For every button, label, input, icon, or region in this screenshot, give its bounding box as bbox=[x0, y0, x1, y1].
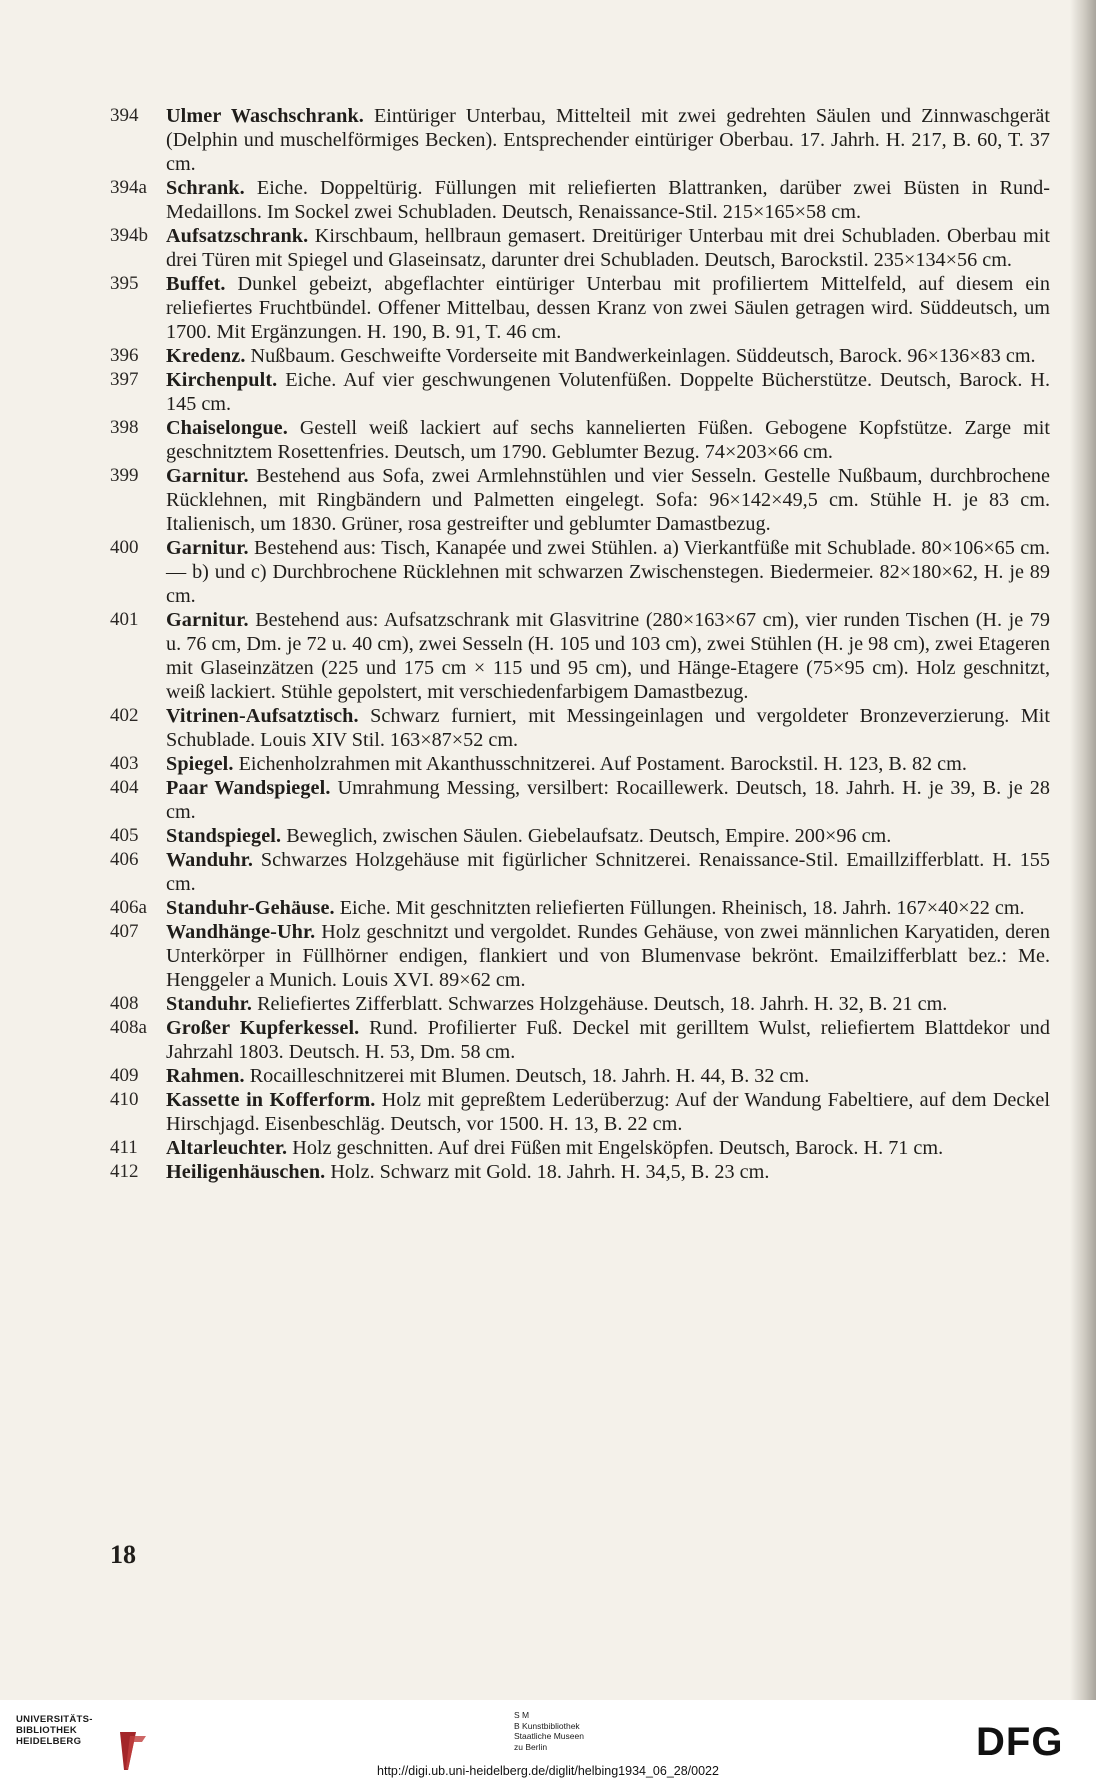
catalog-entry bbox=[110, 1088, 1050, 1136]
lot-text: Holz geschnitzt und vergoldet. Rundes Gehäuse, von zwei männlichen Karyatiden, deren Unterkörper in Füllhörner endigen, flankiert und von Blumenvase bekrönt. Emailzifferblatt bez.: Me. Henggeler a Munich. Louis XVI. 89×62 cm. bbox=[166, 921, 1050, 991]
lot-text: Beweglich, zwischen Säulen. Giebelaufsatz. Deutsch, Empire. 200×96 cm. bbox=[281, 825, 892, 847]
lot-number: 401 bbox=[110, 609, 139, 630]
lot-number: 400 bbox=[110, 537, 139, 558]
lot-title: Kassette in Kofferform. bbox=[166, 1089, 376, 1111]
lot-title: Chaiselongue. bbox=[166, 417, 288, 439]
lot-description bbox=[166, 824, 1050, 848]
lot-number: 411 bbox=[110, 1137, 138, 1158]
lot-description bbox=[166, 848, 1050, 896]
lot-text: Eiche. Doppeltürig. Füllungen mit reliefierten Blattranken, darüber zwei Büsten in Rund-Medaillons. Im Sockel zwei Schubladen. Deutsch, Renaissance-Stil. 215×165×58 cm. bbox=[166, 177, 1050, 223]
lot-description bbox=[166, 752, 1050, 776]
smb-line: S M bbox=[514, 1710, 530, 1720]
lot-number: 398 bbox=[110, 417, 139, 438]
catalog-entry bbox=[110, 368, 1050, 416]
lot-title: Wandhänge-Uhr. bbox=[166, 921, 316, 943]
catalog-entries bbox=[110, 104, 1050, 1184]
lot-title: Aufsatzschrank. bbox=[166, 225, 309, 247]
lot-description bbox=[166, 608, 1050, 704]
lot-title: Schrank. bbox=[166, 177, 245, 199]
lot-description bbox=[166, 1136, 1050, 1160]
lot-number: 395 bbox=[110, 273, 139, 294]
lot-text: Umrahmung Messing, versilbert: Rocaillewerk. Deutsch, 18. Jahrh. H. je 39, B. je 28 cm. bbox=[166, 777, 1050, 823]
lot-text: Holz mit gepreßtem Lederüberzug: Auf der Wandung Fabeltiere, auf dem Deckel Hirschjagd. Eisenbeschläg. Deutsch, vor 1500. H. 13, B. 22 cm. bbox=[166, 1089, 1051, 1135]
lot-title: Standuhr-Gehäuse. bbox=[166, 897, 335, 919]
university-line: HEIDELBERG bbox=[16, 1736, 82, 1747]
catalog-entry bbox=[110, 536, 1050, 608]
lot-text: Rocailleschnitzerei mit Blumen. Deutsch, 18. Jahrh. H. 44, B. 32 cm. bbox=[244, 1065, 810, 1087]
lot-text: Nußbaum. Geschweifte Vorderseite mit Bandwerkeinlagen. Süddeutsch, Barock. 96×136×83 cm. bbox=[245, 345, 1036, 367]
catalog-entry bbox=[110, 608, 1050, 704]
lot-title: Buffet. bbox=[166, 273, 226, 295]
lot-number: 408 bbox=[110, 993, 139, 1014]
lot-number: 403 bbox=[110, 753, 139, 774]
catalog-entry bbox=[110, 704, 1050, 752]
lot-number: 394 bbox=[110, 105, 139, 126]
lot-number: 407 bbox=[110, 921, 139, 942]
lot-title: Paar Wandspiegel. bbox=[166, 777, 331, 799]
lot-title: Rahmen. bbox=[166, 1065, 245, 1087]
lot-description bbox=[166, 776, 1050, 824]
smb-line: B Kunstbibliothek bbox=[514, 1720, 580, 1731]
lot-text: Holz geschnitten. Auf drei Füßen mit Engelsköpfen. Deutsch, Barock. H. 71 cm. bbox=[287, 1137, 944, 1159]
lot-description bbox=[166, 896, 1050, 920]
lot-description bbox=[166, 992, 1050, 1016]
lot-text: Kirschbaum, hellbraun gemasert. Dreitüriger Unterbau mit drei Schubladen. Oberbau mit drei Türen mit Spiegel und Glaseinsatz, darunter drei Schubladen. Deutsch, Barockstil. 235×134×56 cm. bbox=[166, 225, 1050, 271]
lot-number: 406 bbox=[110, 849, 139, 870]
lot-text: Eiche. Auf vier geschwungenen Volutenfüßen. Doppelte Bücherstütze. Deutsch, Barock. H. 145 cm. bbox=[166, 369, 1050, 415]
lot-number: 402 bbox=[110, 705, 139, 726]
footer-bar bbox=[0, 1700, 1096, 1785]
lot-text: Schwarz furniert, mit Messingeinlagen und vergoldeter Bronzeverzierung. Mit Schublade. Louis XIV Stil. 163×87×52 cm. bbox=[166, 705, 1050, 751]
lot-title: Kirchenpult. bbox=[166, 369, 278, 391]
lot-title: Ulmer Waschschrank. bbox=[166, 105, 364, 127]
lot-description bbox=[166, 224, 1050, 272]
lot-description bbox=[166, 920, 1050, 992]
lot-number: 406a bbox=[110, 897, 147, 918]
lot-description bbox=[166, 104, 1050, 176]
lot-description bbox=[166, 416, 1050, 464]
smb-kunstbibliothek-logo[interactable] bbox=[514, 1710, 614, 1752]
university-line: UNIVERSITÄTS- bbox=[16, 1714, 93, 1725]
lot-description bbox=[166, 704, 1050, 752]
lot-title: Großer Kupferkessel. bbox=[166, 1017, 360, 1039]
lot-number: 397 bbox=[110, 369, 139, 390]
catalog-entry bbox=[110, 992, 1050, 1016]
lot-number: 412 bbox=[110, 1161, 139, 1182]
lot-description bbox=[166, 1160, 1050, 1184]
lot-description bbox=[166, 176, 1050, 224]
lot-number: 410 bbox=[110, 1089, 139, 1110]
lot-description bbox=[166, 1088, 1050, 1136]
lot-text: Bestehend aus Sofa, zwei Armlehnstühlen und vier Sesseln. Gestelle Nußbaum, durchbrochene Rücklehnen, mit Ringbändern und Palmetten eingelegt. Sofa: 96×142×49,5 cm. Stühle H. je 83 cm. Italienisch, um 1830. Grüner, rosa gestreifter und geblumter Damastbezug. bbox=[166, 465, 1050, 535]
page-edge-shadow bbox=[1070, 0, 1096, 1700]
catalog-entry bbox=[110, 1136, 1050, 1160]
lot-title: Spiegel. bbox=[166, 753, 234, 775]
catalog-entry bbox=[110, 272, 1050, 344]
lot-description bbox=[166, 1016, 1050, 1064]
lot-description bbox=[166, 368, 1050, 416]
lot-title: Garnitur. bbox=[166, 609, 249, 631]
catalog-entry bbox=[110, 104, 1050, 176]
catalog-entry bbox=[110, 776, 1050, 824]
lot-title: Wanduhr. bbox=[166, 849, 254, 871]
catalog-entry bbox=[110, 848, 1050, 896]
lot-title: Standuhr. bbox=[166, 993, 253, 1015]
lot-number: 396 bbox=[110, 345, 139, 366]
lot-text: Bestehend aus: Tisch, Kanapée und zwei Stühlen. a) Vierkantfüße mit Schublade. 80×106×65 cm. — b) und c) Durchbrochene Rücklehnen mit schwarzen Zwischenstegen. Biedermeier. 82×180×62, H. je 89 cm. bbox=[166, 537, 1050, 607]
smb-line: zu Berlin bbox=[514, 1741, 548, 1752]
catalog-entry bbox=[110, 896, 1050, 920]
catalog-entry bbox=[110, 1064, 1050, 1088]
lot-description bbox=[166, 464, 1050, 536]
lot-text: Eichenholzrahmen mit Akanthusschnitzerei. Auf Postament. Barockstil. H. 123, B. 82 cm. bbox=[233, 753, 967, 775]
catalog-entry bbox=[110, 1160, 1050, 1184]
lot-text: Gestell weiß lackiert auf sechs kannelierten Füßen. Gebogene Kopfstütze. Zarge mit geschnitztem Rosettenfries. Deutsch, um 1790. Geblumter Bezug. 74×203×66 cm. bbox=[166, 417, 1050, 463]
dfg-logo[interactable]: DFG bbox=[976, 1720, 1064, 1764]
catalog-entry bbox=[110, 224, 1050, 272]
lot-title: Kredenz. bbox=[166, 345, 246, 367]
catalog-entry bbox=[110, 176, 1050, 224]
lot-title: Altarleuchter. bbox=[166, 1137, 288, 1159]
lot-number: 394a bbox=[110, 177, 147, 198]
lot-text: Bestehend aus: Aufsatzschrank mit Glasvitrine (280×163×67 cm), vier runden Tischen (H. je 79 u. 76 cm, Dm. je 72 u. 40 cm), zwei Sesseln (H. 105 und 103 cm), zwei Stühlen (H. je 98 cm), zwei Etageren mit Glaseinzätzen (225 und 175 cm × 115 und 95 cm), und Hänge-Etagere (75×95 cm). Holz geschnitzt, weiß lackiert. Stühle gepolstert, mit verschiedenfarbigem Damastbezug. bbox=[166, 609, 1050, 703]
lot-title: Garnitur. bbox=[166, 537, 249, 559]
smb-line: Staatliche Museen bbox=[514, 1731, 584, 1741]
catalog-entry bbox=[110, 416, 1050, 464]
catalog-entry bbox=[110, 824, 1050, 848]
lot-description bbox=[166, 1064, 1050, 1088]
lot-text: Eiche. Mit geschnitzten reliefierten Füllungen. Rheinisch, 18. Jahrh. 167×40×22 cm. bbox=[334, 897, 1025, 919]
lot-description bbox=[166, 272, 1050, 344]
lot-description bbox=[166, 536, 1050, 608]
university-library-logo[interactable] bbox=[16, 1714, 146, 1747]
lot-text: Holz. Schwarz mit Gold. 18. Jahrh. H. 34,5, B. 23 cm. bbox=[325, 1161, 770, 1183]
lot-number: 405 bbox=[110, 825, 139, 846]
lot-title: Heiligenhäuschen. bbox=[166, 1161, 326, 1183]
lot-text: Reliefiertes Zifferblatt. Schwarzes Holzgehäuse. Deutsch, 18. Jahrh. H. 32, B. 21 cm. bbox=[252, 993, 948, 1015]
lot-text: Eintüriger Unterbau, Mittelteil mit zwei gedrehten Säulen und Zinnwaschgerät (Delphin und muschelförmiges Becken). Entsprechender eintüriger Oberbau. 17. Jahrh. H. 217, B. 60, T. 37 cm. bbox=[166, 105, 1051, 175]
lot-number: 404 bbox=[110, 777, 139, 798]
lot-description bbox=[166, 344, 1050, 368]
catalog-entry bbox=[110, 1016, 1050, 1064]
lot-text: Dunkel gebeizt, abgeflachter eintüriger Unterbau mit profiliertem Mittelfeld, auf diesem ein reliefiertes Fruchtbündel. Offener Mittelbau, dessen Kranz von zwei Säulen getragen wird. Süddeutsch, um 1700. Mit Ergänzungen. H. 190, B. 91, T. 46 cm. bbox=[166, 273, 1050, 343]
source-url-link[interactable]: http://digi.ub.uni-heidelberg.de/diglit/helbing1934_06_28/0022 bbox=[377, 1764, 719, 1778]
catalog-entry bbox=[110, 752, 1050, 776]
lot-number: 408a bbox=[110, 1017, 147, 1038]
lot-number: 409 bbox=[110, 1065, 139, 1086]
lot-title: Vitrinen-Aufsatztisch. bbox=[166, 705, 359, 727]
lot-title: Garnitur. bbox=[166, 465, 249, 487]
lot-number: 394b bbox=[110, 225, 148, 246]
catalog-entry bbox=[110, 464, 1050, 536]
university-line: BIBLIOTHEK bbox=[16, 1725, 78, 1736]
catalog-entry bbox=[110, 344, 1050, 368]
lot-title: Standspiegel. bbox=[166, 825, 282, 847]
lot-number: 399 bbox=[110, 465, 139, 486]
lot-text: Schwarzes Holzgehäuse mit figürlicher Schnitzerei. Renaissance-Stil. Emaillzifferblatt. H. 155 cm. bbox=[166, 849, 1050, 895]
catalog-entry bbox=[110, 920, 1050, 992]
page-number: 18 bbox=[110, 1540, 136, 1569]
lot-text: Rund. Profilierter Fuß. Deckel mit gerilltem Wulst, reliefiertem Blattdekor und Jahrzahl 1803. Deutsch. H. 53, Dm. 58 cm. bbox=[166, 1017, 1050, 1063]
